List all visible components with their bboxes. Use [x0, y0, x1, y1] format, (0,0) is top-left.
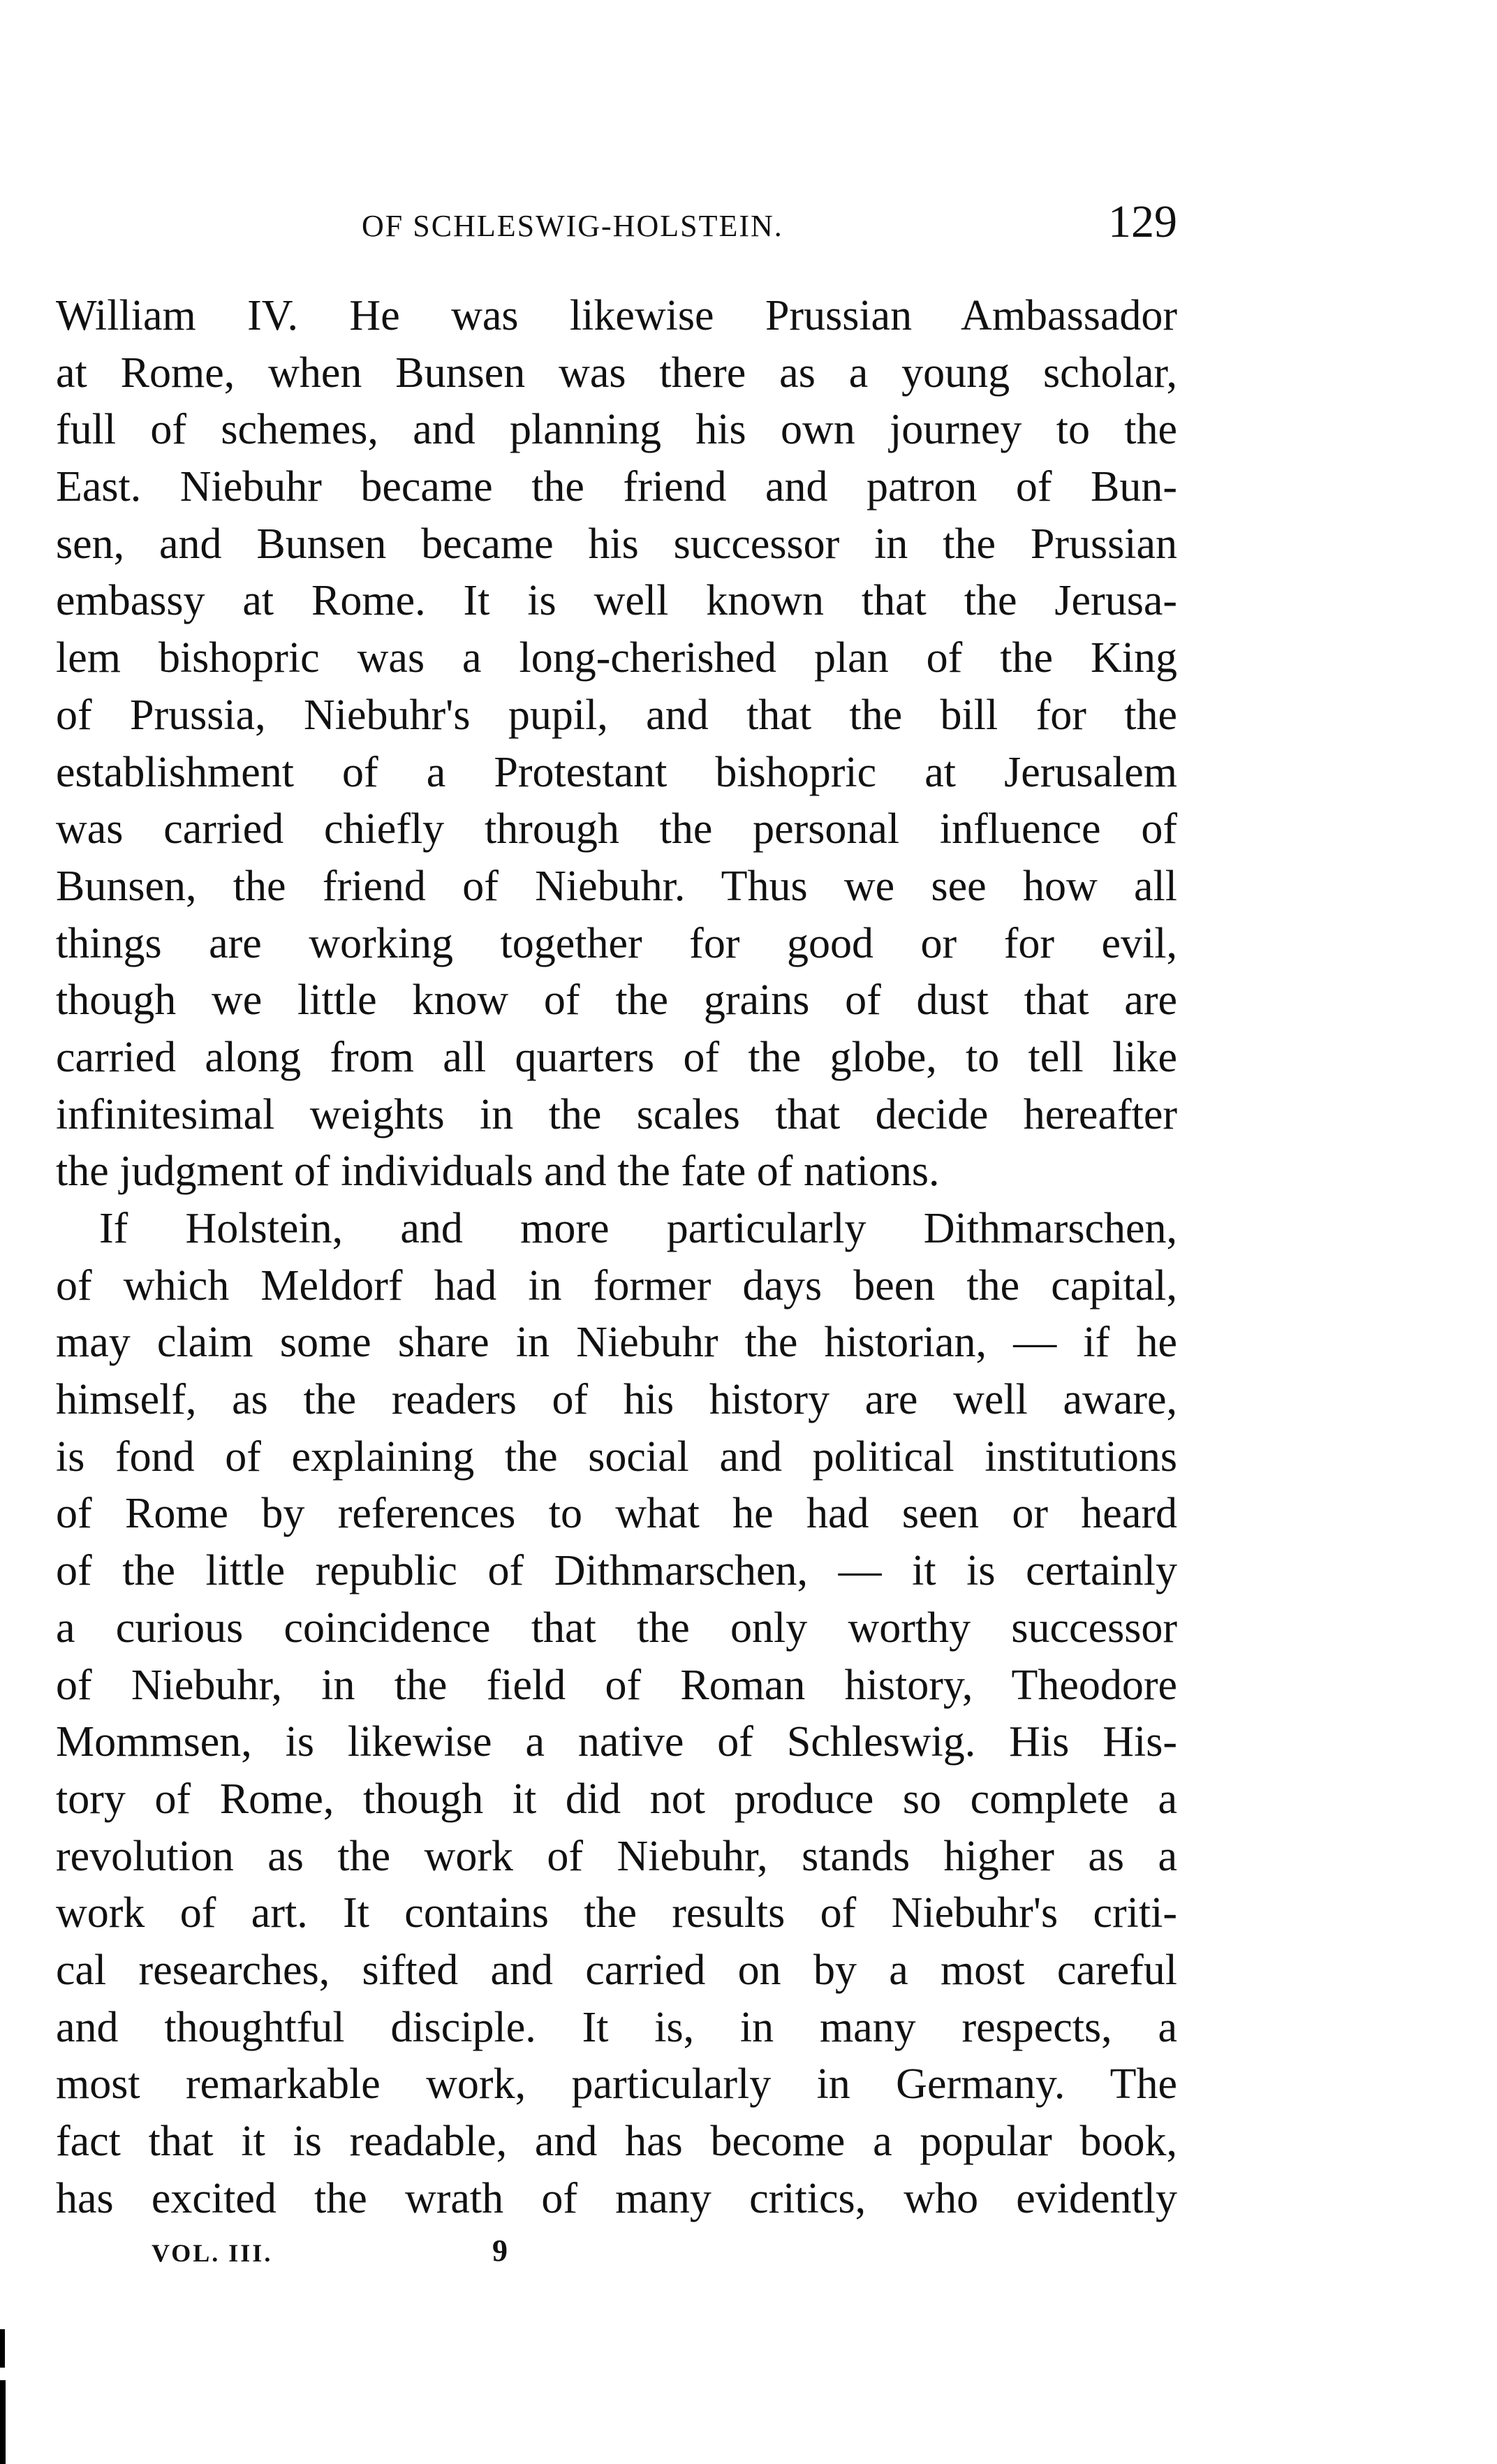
- text-line: cal researches, sifted and carried on by a most careful: [56, 1946, 1177, 1994]
- paragraph: [56, 288, 1177, 1201]
- text-line: work of art. It contains the results of Niebuhr's criti-: [56, 1889, 1177, 1937]
- text-line: If Holstein, and more particularly Dithmarschen,: [99, 1205, 1177, 1252]
- text-line: sen, and Bunsen became his successor in the Prussian: [56, 520, 1177, 568]
- page-edge-mark: [0, 2380, 6, 2464]
- text-line: Bunsen, the friend of Niebuhr. Thus we see how all: [56, 862, 1177, 910]
- signature-mark: 9: [492, 2234, 508, 2268]
- text-line: has excited the wrath of many critics, who evidently: [56, 2174, 1177, 2222]
- text-line: of which Meldorf had in former days been the capital,: [56, 1261, 1177, 1310]
- volume-mark: VOL. III.: [152, 2239, 273, 2267]
- text-line: may claim some share in Niebuhr the historian, — if he: [56, 1319, 1177, 1367]
- text-line: a curious coincidence that the only worthy successor: [56, 1604, 1177, 1652]
- text-line: tory of Rome, though it did not produce so complete a: [56, 1775, 1177, 1823]
- page-number: 129: [1108, 196, 1177, 247]
- text-line: of Rome by references to what he had seen or heard: [56, 1490, 1177, 1538]
- running-title: OF SCHLESWIG-HOLSTEIN.: [362, 209, 783, 243]
- body-text: [56, 288, 1177, 2227]
- running-header: [56, 196, 1177, 251]
- text-line: infinitesimal weights in the scales that decide hereafter: [56, 1090, 1177, 1138]
- text-line: revolution as the work of Niebuhr, stands higher as a: [56, 1832, 1177, 1880]
- text-line: was carried chiefly through the personal influence of: [56, 805, 1177, 853]
- text-line: East. Niebuhr became the friend and patron of Bun-: [56, 463, 1177, 511]
- text-line: the judgment of individuals and the fate of nations.: [56, 1147, 940, 1196]
- text-line: William IV. He was likewise Prussian Ambassador: [56, 292, 1177, 339]
- text-line: Mommsen, is likewise a native of Schleswig. His His-: [56, 1718, 1177, 1766]
- text-line: fact that it is readable, and has become a popular book,: [56, 2118, 1177, 2165]
- page-footer: [0, 2234, 1497, 2287]
- paragraph: [56, 1201, 1177, 2227]
- text-line: is fond of explaining the social and political institutions: [56, 1432, 1177, 1481]
- text-line: full of schemes, and planning his own journey to the: [56, 406, 1177, 454]
- text-line: though we little know of the grains of dust that are: [56, 976, 1177, 1025]
- text-line: of Prussia, Niebuhr's pupil, and that the bill for the: [56, 691, 1177, 739]
- text-line: at Rome, when Bunsen was there as a young scholar,: [56, 349, 1177, 397]
- text-line: himself, as the readers of his history are well aware,: [56, 1376, 1177, 1424]
- text-line: and thoughtful disciple. It is, in many respects, a: [56, 2003, 1177, 2051]
- text-line: lem bishopric was a long-cherished plan of the King: [56, 634, 1177, 682]
- text-line: of the little republic of Dithmarschen, — it is certainly: [56, 1547, 1177, 1595]
- text-line: things are working together for good or for evil,: [56, 919, 1177, 967]
- text-line: embassy at Rome. It is well known that the Jerusa-: [56, 577, 1177, 625]
- page-edge-mark: [0, 2329, 5, 2368]
- text-line: most remarkable work, particularly in Germany. The: [56, 2060, 1177, 2109]
- text-line: carried along from all quarters of the globe, to tell like: [56, 1033, 1177, 1081]
- text-line: establishment of a Protestant bishopric at Jerusalem: [56, 748, 1177, 796]
- text-line: of Niebuhr, in the field of Roman history, Theodore: [56, 1661, 1177, 1709]
